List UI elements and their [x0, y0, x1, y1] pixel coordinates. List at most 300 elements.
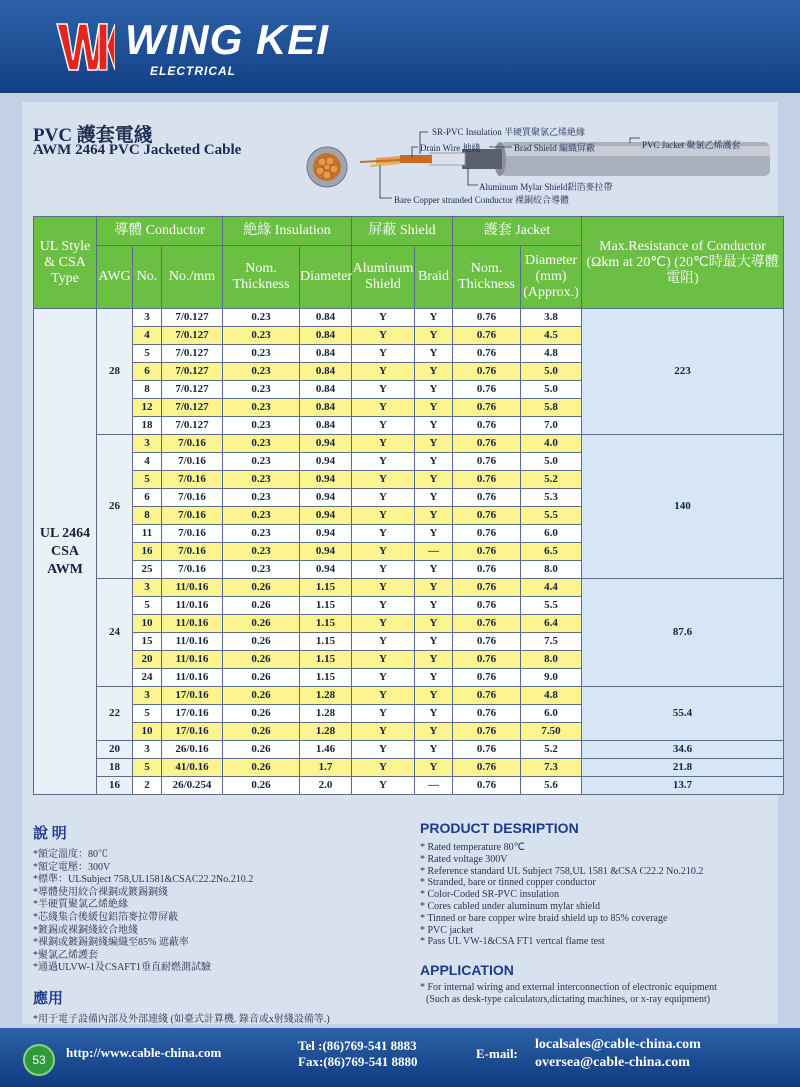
- braid-cell: Y: [415, 471, 453, 489]
- ins-thickness-cell: 0.23: [223, 381, 300, 399]
- al-shield-cell: Y: [352, 759, 415, 777]
- jacket-diameter-cell: 9.0: [521, 669, 582, 687]
- jacket-diameter-cell: 4.8: [521, 345, 582, 363]
- braid-cell: Y: [415, 579, 453, 597]
- hdr-no-mm: No./mm: [162, 246, 223, 309]
- al-shield-cell: Y: [352, 741, 415, 759]
- ins-thickness-cell: 0.23: [223, 561, 300, 579]
- strand-cell: 11/0.16: [162, 669, 223, 687]
- al-shield-cell: Y: [352, 453, 415, 471]
- jacket-diameter-cell: 4.5: [521, 327, 582, 345]
- count-cell: 15: [133, 633, 162, 651]
- al-shield-cell: Y: [352, 777, 415, 795]
- braid-cell: Y: [415, 759, 453, 777]
- strand-cell: 7/0.16: [162, 435, 223, 453]
- ins-thickness-cell: 0.26: [223, 597, 300, 615]
- awg-cell: 28: [97, 309, 133, 435]
- jacket-diameter-cell: 6.0: [521, 705, 582, 723]
- table-row: [34, 309, 784, 327]
- jacket-thickness-cell: 0.76: [453, 561, 521, 579]
- table-row: [34, 579, 784, 597]
- jacket-thickness-cell: 0.76: [453, 543, 521, 561]
- strand-cell: 7/0.16: [162, 453, 223, 471]
- note-zh-item: *額定電壓：300V: [33, 861, 111, 873]
- strand-cell: 11/0.16: [162, 651, 223, 669]
- ins-diameter-cell: 1.15: [300, 633, 352, 651]
- jacket-thickness-cell: 0.76: [453, 579, 521, 597]
- note-en-item: * Color-Coded SR-PVC insulation: [420, 889, 559, 901]
- jacket-thickness-cell: 0.76: [453, 633, 521, 651]
- app-en-item: (Such as desk-type calculators,dictating machines, or x-ray equipment): [426, 993, 711, 1005]
- count-cell: 25: [133, 561, 162, 579]
- ins-thickness-cell: 0.23: [223, 471, 300, 489]
- hdr-shield: 屏蔽 Shield: [352, 217, 453, 246]
- al-shield-cell: Y: [352, 651, 415, 669]
- app-zh-header: 應用: [33, 990, 64, 1007]
- ins-diameter-cell: 0.94: [300, 489, 352, 507]
- jacket-diameter-cell: 6.5: [521, 543, 582, 561]
- note-zh-item: *芯綫集合後緩包鋁箔麥拉帶屏蔽: [33, 911, 178, 923]
- note-zh-item: *導體使用絞合裸銅或鍍錫銅綫: [33, 886, 168, 898]
- strand-cell: 11/0.16: [162, 633, 223, 651]
- brand-name: WING KEI: [125, 16, 329, 63]
- braid-cell: Y: [415, 561, 453, 579]
- hdr-conductor: 導體 Conductor: [97, 217, 223, 246]
- ins-thickness-cell: 0.23: [223, 435, 300, 453]
- al-shield-cell: Y: [352, 471, 415, 489]
- al-shield-cell: Y: [352, 687, 415, 705]
- jacket-thickness-cell: 0.76: [453, 435, 521, 453]
- awg-cell: 24: [97, 579, 133, 687]
- ins-thickness-cell: 0.23: [223, 525, 300, 543]
- max-resistance-cell: 223: [582, 309, 784, 435]
- braid-cell: Y: [415, 507, 453, 525]
- note-zh-item: *額定溫度：80℃: [33, 849, 108, 860]
- label-jacket: PVC Jacket 聚氯乙烯護套: [642, 140, 741, 150]
- strand-cell: 11/0.16: [162, 579, 223, 597]
- strand-cell: 7/0.127: [162, 363, 223, 381]
- note-en-item: * Pass UL VW-1&CSA FT1 vertcal flame test: [420, 936, 605, 948]
- ins-diameter-cell: 0.94: [300, 507, 352, 525]
- ins-thickness-cell: 0.23: [223, 417, 300, 435]
- jacket-diameter-cell: 7.0: [521, 417, 582, 435]
- jacket-diameter-cell: 8.0: [521, 651, 582, 669]
- al-shield-cell: Y: [352, 327, 415, 345]
- jacket-diameter-cell: 4.4: [521, 579, 582, 597]
- jacket-diameter-cell: 4.0: [521, 435, 582, 453]
- ins-thickness-cell: 0.23: [223, 489, 300, 507]
- count-cell: 5: [133, 705, 162, 723]
- label-mylar: Aluminum Mylar Shield鋁箔麥拉帶: [479, 182, 613, 192]
- ins-thickness-cell: 0.23: [223, 543, 300, 561]
- ins-diameter-cell: 1.28: [300, 687, 352, 705]
- al-shield-cell: Y: [352, 381, 415, 399]
- count-cell: 18: [133, 417, 162, 435]
- strand-cell: 7/0.127: [162, 327, 223, 345]
- ins-thickness-cell: 0.26: [223, 669, 300, 687]
- awg-cell: 16: [97, 777, 133, 795]
- jacket-diameter-cell: 5.2: [521, 741, 582, 759]
- ins-diameter-cell: 0.84: [300, 345, 352, 363]
- spec-table-body: [34, 309, 784, 795]
- ins-thickness-cell: 0.23: [223, 507, 300, 525]
- ins-diameter-cell: 1.15: [300, 579, 352, 597]
- jacket-thickness-cell: 0.76: [453, 453, 521, 471]
- hdr-max-res: Max.Resistance of Conductor (Ωkm at 20℃) (20℃時最大導體電阻): [582, 217, 784, 309]
- count-cell: 3: [133, 579, 162, 597]
- hdr-awg: AWG: [97, 246, 133, 309]
- ins-thickness-cell: 0.26: [223, 777, 300, 795]
- hdr-diameter: Diameter: [300, 246, 352, 309]
- jacket-diameter-cell: 8.0: [521, 561, 582, 579]
- count-cell: 11: [133, 525, 162, 543]
- braid-cell: Y: [415, 453, 453, 471]
- strand-cell: 17/0.16: [162, 687, 223, 705]
- jacket-thickness-cell: 0.76: [453, 651, 521, 669]
- jacket-thickness-cell: 0.76: [453, 669, 521, 687]
- al-shield-cell: Y: [352, 489, 415, 507]
- strand-cell: 7/0.16: [162, 525, 223, 543]
- brand-sub: ELECTRICAL: [150, 64, 236, 78]
- hdr-braid: Braid: [415, 246, 453, 309]
- table-row: [34, 687, 784, 705]
- max-resistance-cell: 140: [582, 435, 784, 579]
- jacket-diameter-cell: 6.0: [521, 525, 582, 543]
- ins-diameter-cell: 0.94: [300, 525, 352, 543]
- ins-diameter-cell: 0.94: [300, 435, 352, 453]
- braid-cell: Y: [415, 435, 453, 453]
- strand-cell: 7/0.16: [162, 489, 223, 507]
- ins-thickness-cell: 0.23: [223, 327, 300, 345]
- ins-thickness-cell: 0.23: [223, 345, 300, 363]
- al-shield-cell: Y: [352, 633, 415, 651]
- hdr-no: No.: [133, 246, 162, 309]
- ins-thickness-cell: 0.26: [223, 705, 300, 723]
- label-sr-pvc: SR-PVC Insulation 半硬質聚氯乙烯絶緣: [432, 127, 586, 137]
- braid-cell: Y: [415, 687, 453, 705]
- ins-diameter-cell: 1.15: [300, 615, 352, 633]
- ins-thickness-cell: 0.26: [223, 687, 300, 705]
- jacket-thickness-cell: 0.76: [453, 723, 521, 741]
- strand-cell: 26/0.254: [162, 777, 223, 795]
- table-row: [34, 741, 784, 759]
- hdr-nom-thickness: Nom. Thickness: [223, 246, 300, 309]
- strand-cell: 7/0.127: [162, 417, 223, 435]
- max-resistance-cell: 87.6: [582, 579, 784, 687]
- al-shield-cell: Y: [352, 615, 415, 633]
- jacket-diameter-cell: 5.0: [521, 453, 582, 471]
- note-zh-item: *鍍錫或裸銅綫絞合地綫: [33, 924, 138, 936]
- count-cell: 16: [133, 543, 162, 561]
- footer-bar: [0, 1028, 800, 1087]
- al-shield-cell: Y: [352, 363, 415, 381]
- jacket-thickness-cell: 0.76: [453, 507, 521, 525]
- jacket-diameter-cell: 3.8: [521, 309, 582, 327]
- ins-thickness-cell: 0.26: [223, 759, 300, 777]
- count-cell: 3: [133, 687, 162, 705]
- braid-cell: Y: [415, 669, 453, 687]
- jacket-diameter-cell: 7.50: [521, 723, 582, 741]
- product-description-header: PRODUCT DESRIPTION: [420, 820, 579, 836]
- jacket-diameter-cell: 5.2: [521, 471, 582, 489]
- note-zh-item: *通過ULVW-1及CSAFT1垂直耐燃測試驗: [33, 962, 211, 974]
- table-row: [34, 759, 784, 777]
- notes-en: [420, 820, 780, 1006]
- count-cell: 6: [133, 489, 162, 507]
- ins-thickness-cell: 0.26: [223, 615, 300, 633]
- email-list: [535, 1036, 701, 1072]
- count-cell: 2: [133, 777, 162, 795]
- count-cell: 6: [133, 363, 162, 381]
- count-cell: 10: [133, 615, 162, 633]
- hdr-ul-style: UL Style & CSA Type: [34, 217, 97, 309]
- count-cell: 8: [133, 381, 162, 399]
- max-resistance-cell: 55.4: [582, 687, 784, 741]
- jacket-diameter-cell: 5.0: [521, 363, 582, 381]
- al-shield-cell: Y: [352, 417, 415, 435]
- note-en-item: * Rated voltage 300V: [420, 853, 508, 865]
- ins-diameter-cell: 1.28: [300, 723, 352, 741]
- al-shield-cell: Y: [352, 399, 415, 417]
- strand-cell: 17/0.16: [162, 723, 223, 741]
- wing-kei-logo-icon: [55, 16, 115, 76]
- email-local-link[interactable]: localsales@cable-china.com: [535, 1037, 701, 1052]
- count-cell: 3: [133, 741, 162, 759]
- awg-cell: 18: [97, 759, 133, 777]
- ins-thickness-cell: 0.23: [223, 453, 300, 471]
- al-shield-cell: Y: [352, 669, 415, 687]
- hdr-jacket: 護套 Jacket: [453, 217, 582, 246]
- jacket-diameter-cell: 7.5: [521, 633, 582, 651]
- ins-diameter-cell: 0.84: [300, 381, 352, 399]
- note-zh-item: *標準：ULSubject 758,UL1581&CSAC22.2No.210.2: [33, 874, 254, 886]
- ins-diameter-cell: 0.94: [300, 543, 352, 561]
- al-shield-cell: Y: [352, 345, 415, 363]
- strand-cell: 7/0.127: [162, 345, 223, 363]
- al-shield-cell: Y: [352, 723, 415, 741]
- jacket-thickness-cell: 0.76: [453, 345, 521, 363]
- al-shield-cell: Y: [352, 507, 415, 525]
- ins-diameter-cell: 1.15: [300, 669, 352, 687]
- ins-diameter-cell: 0.84: [300, 363, 352, 381]
- al-shield-cell: Y: [352, 543, 415, 561]
- jacket-thickness-cell: 0.76: [453, 705, 521, 723]
- al-shield-cell: Y: [352, 435, 415, 453]
- count-cell: 3: [133, 435, 162, 453]
- braid-cell: Y: [415, 723, 453, 741]
- ins-diameter-cell: 1.7: [300, 759, 352, 777]
- jacket-diameter-cell: 5.3: [521, 489, 582, 507]
- note-zh-item: *裸銅或鍍錫銅綫編織至85% 遮蔽率: [33, 937, 189, 949]
- note-en-item: * PVC jacket: [420, 924, 474, 936]
- jacket-thickness-cell: 0.76: [453, 381, 521, 399]
- count-cell: 10: [133, 723, 162, 741]
- notes-zh-header: 說 明: [33, 826, 67, 842]
- label-drain: Drain Wire 地綫: [420, 143, 481, 153]
- strand-cell: 7/0.16: [162, 561, 223, 579]
- count-cell: 20: [133, 651, 162, 669]
- braid-cell: Y: [415, 651, 453, 669]
- count-cell: 12: [133, 399, 162, 417]
- jacket-thickness-cell: 0.76: [453, 471, 521, 489]
- braid-cell: Y: [415, 417, 453, 435]
- ins-diameter-cell: 0.84: [300, 309, 352, 327]
- ins-diameter-cell: 0.94: [300, 471, 352, 489]
- contact-phone: [298, 1038, 418, 1070]
- braid-cell: Y: [415, 345, 453, 363]
- al-shield-cell: Y: [352, 309, 415, 327]
- note-en-item: * Stranded, bare or tinned copper conductor: [420, 877, 596, 889]
- count-cell: 5: [133, 345, 162, 363]
- jacket-thickness-cell: 0.76: [453, 327, 521, 345]
- braid-cell: Y: [415, 489, 453, 507]
- jacket-thickness-cell: 0.76: [453, 417, 521, 435]
- jacket-thickness-cell: 0.76: [453, 363, 521, 381]
- ins-thickness-cell: 0.23: [223, 399, 300, 417]
- count-cell: 5: [133, 471, 162, 489]
- jacket-diameter-cell: 5.5: [521, 597, 582, 615]
- braid-cell: Y: [415, 381, 453, 399]
- al-shield-cell: Y: [352, 597, 415, 615]
- page-title-zh: PVC 護套電綫: [33, 125, 153, 146]
- jacket-thickness-cell: 0.76: [453, 597, 521, 615]
- notes-zh: [33, 822, 403, 1027]
- hdr-insulation: 絶緣 Insulation: [223, 217, 352, 246]
- hdr-jacket-nom: Nom. Thickness: [453, 246, 521, 309]
- awg-cell: 20: [97, 741, 133, 759]
- table-row: [34, 777, 784, 795]
- count-cell: 5: [133, 759, 162, 777]
- note-en-item: * Reference standard UL Subject 758,UL 1581 &CSA C22.2 No.210.2: [420, 865, 704, 877]
- strand-cell: 7/0.16: [162, 471, 223, 489]
- spec-table: [33, 216, 784, 795]
- label-braid: Brad Shield 編織屏蔽: [514, 143, 595, 153]
- note-en-item: * Rated temperature 80℃: [420, 842, 525, 853]
- header-bar: [0, 0, 800, 93]
- al-shield-cell: Y: [352, 579, 415, 597]
- strand-cell: 11/0.16: [162, 597, 223, 615]
- braid-cell: —: [415, 777, 453, 795]
- braid-cell: Y: [415, 525, 453, 543]
- ins-diameter-cell: 1.15: [300, 651, 352, 669]
- ins-diameter-cell: 1.46: [300, 741, 352, 759]
- ins-diameter-cell: 0.84: [300, 399, 352, 417]
- app-en-item: * For internal wiring and external interconnection of electronic equipment: [420, 982, 717, 994]
- count-cell: 4: [133, 327, 162, 345]
- braid-cell: Y: [415, 633, 453, 651]
- jacket-diameter-cell: 5.6: [521, 777, 582, 795]
- jacket-diameter-cell: 5.8: [521, 399, 582, 417]
- ins-thickness-cell: 0.23: [223, 309, 300, 327]
- strand-cell: 11/0.16: [162, 615, 223, 633]
- page-number: 53: [23, 1044, 55, 1076]
- app-zh-item: *用于電子設備內部及外部連綫 (如臺式計算機. 錄音或x射綫設備等.): [33, 1013, 330, 1025]
- max-resistance-cell: 13.7: [582, 777, 784, 795]
- max-resistance-cell: 21.8: [582, 759, 784, 777]
- strand-cell: 7/0.127: [162, 381, 223, 399]
- count-cell: 3: [133, 309, 162, 327]
- ins-diameter-cell: 2.0: [300, 777, 352, 795]
- strand-cell: 7/0.16: [162, 507, 223, 525]
- count-cell: 5: [133, 597, 162, 615]
- strand-cell: 17/0.16: [162, 705, 223, 723]
- braid-cell: Y: [415, 741, 453, 759]
- note-zh-item: *聚氯乙烯護套: [33, 949, 98, 961]
- jacket-diameter-cell: 6.4: [521, 615, 582, 633]
- jacket-diameter-cell: 7.3: [521, 759, 582, 777]
- jacket-thickness-cell: 0.76: [453, 759, 521, 777]
- braid-cell: Y: [415, 615, 453, 633]
- tel-text: Tel :(86)769-541 8883: [298, 1038, 417, 1053]
- count-cell: 8: [133, 507, 162, 525]
- fax-text: Fax:(86)769-541 8880: [298, 1054, 418, 1069]
- jacket-thickness-cell: 0.76: [453, 687, 521, 705]
- jacket-thickness-cell: 0.76: [453, 399, 521, 417]
- awg-cell: 22: [97, 687, 133, 741]
- jacket-thickness-cell: 0.76: [453, 489, 521, 507]
- strand-cell: 26/0.16: [162, 741, 223, 759]
- al-shield-cell: Y: [352, 705, 415, 723]
- hdr-al-shield: Aluminum Shield: [352, 246, 415, 309]
- label-copper: Bare Copper stranded Conductor 裸銅絞合導體: [394, 195, 569, 205]
- jacket-thickness-cell: 0.76: [453, 525, 521, 543]
- al-shield-cell: Y: [352, 525, 415, 543]
- ins-diameter-cell: 0.84: [300, 417, 352, 435]
- count-cell: 4: [133, 453, 162, 471]
- braid-cell: Y: [415, 705, 453, 723]
- strand-cell: 7/0.127: [162, 309, 223, 327]
- ul-style-cell: UL 2464 CSA AWM: [34, 309, 97, 795]
- ins-diameter-cell: 1.28: [300, 705, 352, 723]
- awg-cell: 26: [97, 435, 133, 579]
- max-resistance-cell: 34.6: [582, 741, 784, 759]
- jacket-thickness-cell: 0.76: [453, 615, 521, 633]
- ins-thickness-cell: 0.23: [223, 363, 300, 381]
- braid-cell: Y: [415, 327, 453, 345]
- note-en-item: * Cores cabled under aluminum mylar shield: [420, 900, 600, 912]
- braid-cell: Y: [415, 309, 453, 327]
- email-label: E-mail:: [476, 1046, 518, 1061]
- strand-cell: 7/0.127: [162, 399, 223, 417]
- al-shield-cell: Y: [352, 561, 415, 579]
- ins-thickness-cell: 0.26: [223, 633, 300, 651]
- jacket-thickness-cell: 0.76: [453, 309, 521, 327]
- strand-cell: 7/0.16: [162, 543, 223, 561]
- ins-thickness-cell: 0.26: [223, 723, 300, 741]
- strand-cell: 41/0.16: [162, 759, 223, 777]
- braid-cell: Y: [415, 597, 453, 615]
- ins-diameter-cell: 0.94: [300, 453, 352, 471]
- ins-thickness-cell: 0.26: [223, 741, 300, 759]
- note-en-item: * Tinned or bare copper wire braid shield up to 85% coverage: [420, 912, 668, 924]
- ins-thickness-cell: 0.26: [223, 651, 300, 669]
- jacket-thickness-cell: 0.76: [453, 741, 521, 759]
- ins-thickness-cell: 0.26: [223, 579, 300, 597]
- ins-diameter-cell: 0.94: [300, 561, 352, 579]
- jacket-thickness-cell: 0.76: [453, 777, 521, 795]
- braid-cell: Y: [415, 399, 453, 417]
- hdr-jacket-dia: Diameter (mm) (Approx.): [521, 246, 582, 309]
- jacket-diameter-cell: 5.0: [521, 381, 582, 399]
- table-row: [34, 435, 784, 453]
- jacket-diameter-cell: 4.8: [521, 687, 582, 705]
- ins-diameter-cell: 0.84: [300, 327, 352, 345]
- website-link[interactable]: http://www.cable-china.com: [66, 1045, 222, 1060]
- email-oversea-link[interactable]: oversea@cable-china.com: [535, 1055, 690, 1070]
- ins-diameter-cell: 1.15: [300, 597, 352, 615]
- application-header: APPLICATION: [420, 962, 514, 979]
- jacket-diameter-cell: 5.5: [521, 507, 582, 525]
